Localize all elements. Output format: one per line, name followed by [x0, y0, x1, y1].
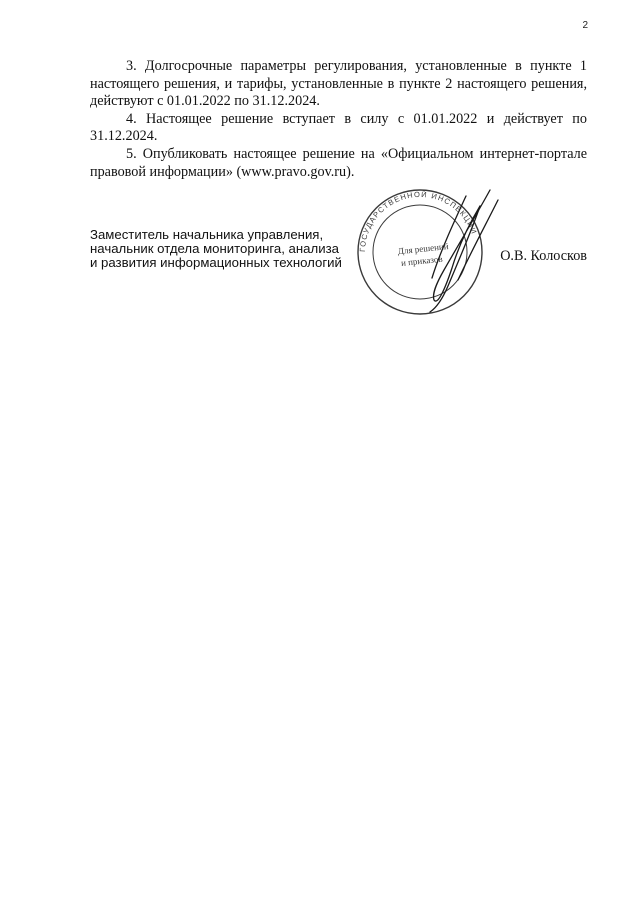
- paragraph-3: 3. Долгосрочные параметры регулирования, установленные в пункте 1 настоящего решения, и тарифы, установленные в пункте 2 настоящего решения, действуют с 01.01.2022 по 31.12.2024.: [90, 58, 587, 110]
- stamp-text-line: и приказов: [400, 253, 444, 269]
- paragraph-5: 5. Опубликовать настоящее решение на «Официальном интернет-портале правовой информации» (www.pravo.gov.ru).: [90, 145, 587, 180]
- signer-position: [90, 228, 342, 271]
- page-number: 2: [582, 20, 588, 31]
- paragraph-4: 4. Настоящее решение вступает в силу с 01.01.2022 и действует по 31.12.2024.: [90, 110, 587, 145]
- stamp-seal: [358, 190, 482, 314]
- document-body: [90, 58, 587, 181]
- signer-position-line: и развития информационных технологий: [90, 255, 342, 271]
- signature-block: [90, 189, 587, 298]
- signer-name: О.В. Колосков: [500, 248, 587, 264]
- official-stamp: [340, 182, 500, 322]
- signer-position-line: Заместитель начальника управления,: [90, 227, 324, 242]
- signer-position-line: начальник отдела мониторинга, анализа: [90, 241, 339, 257]
- stamp-text-line: Для решений: [397, 241, 449, 257]
- stamp-ring-text: ГОСУДАРСТВЕННОЙ ИНСПЕКЦИИ: [357, 189, 479, 253]
